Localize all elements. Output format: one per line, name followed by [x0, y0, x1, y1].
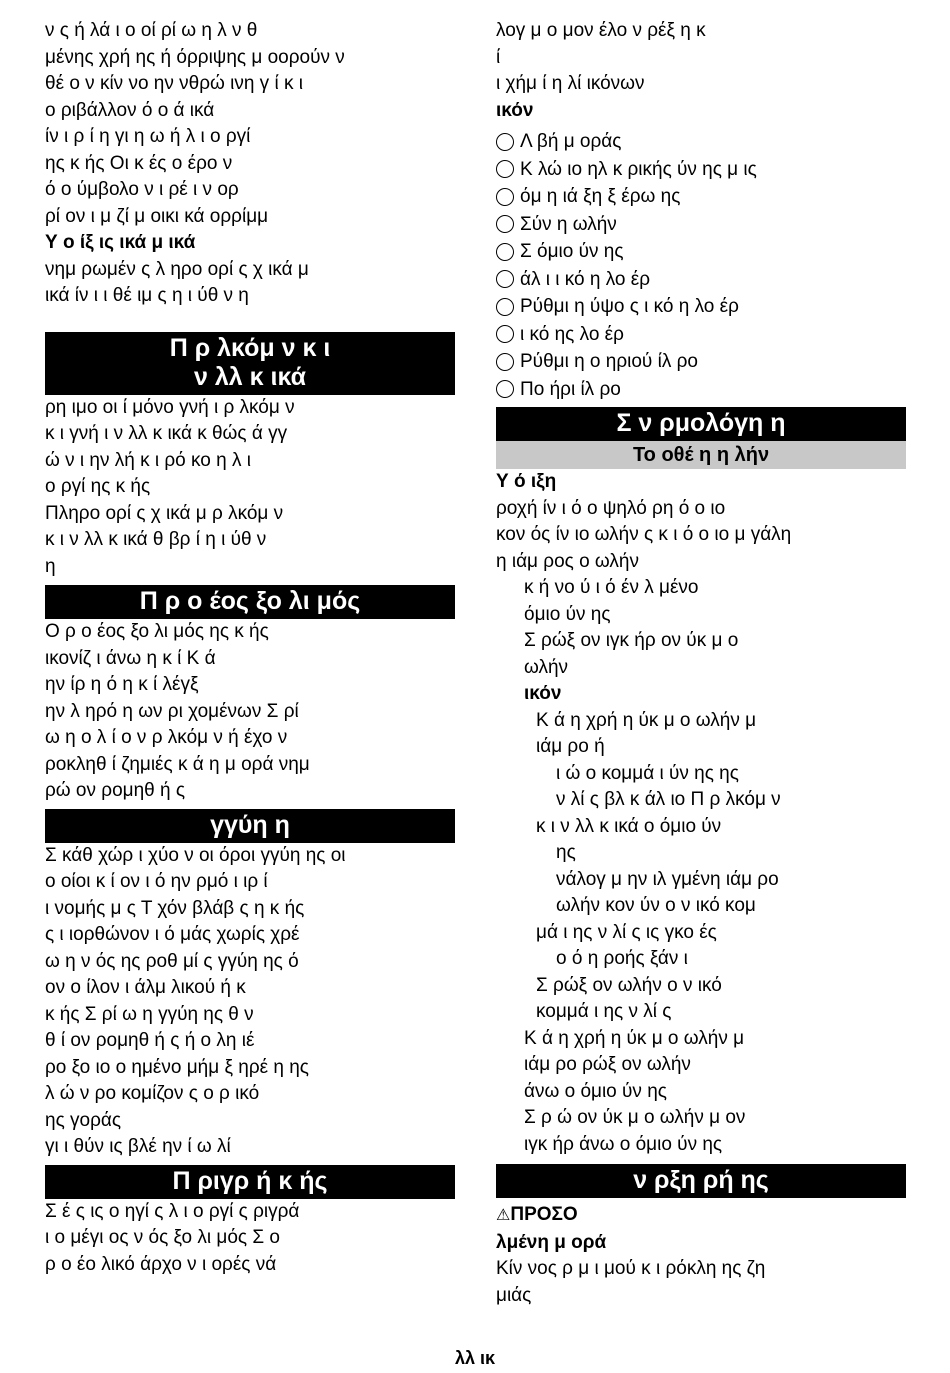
text-line: ης γοράς: [45, 1109, 122, 1131]
text-line: ί: [496, 46, 501, 68]
text-line: ν λί ς βλ κ άλ ιο Π ρ λκόμ ν: [556, 789, 781, 810]
text-line: γι ι θύν ις βλέ ην ί ω λί: [45, 1136, 231, 1157]
checkbox-circle-icon: [496, 325, 514, 343]
warning-icon: ⚠: [496, 1207, 511, 1224]
text-line: η ιάμ ρος ο ωλήν: [496, 550, 639, 572]
text-line: ν ς ή λά ι ο οί ρί ω η λ ν θ: [45, 20, 258, 41]
text-line: κ ής Σ ρί ω η γγύη ης θ ν: [45, 1003, 254, 1025]
intro-text: [45, 18, 455, 230]
checkbox-circle-icon: [496, 380, 514, 398]
component-checklist: [496, 128, 906, 403]
checklist-item: [496, 321, 906, 349]
text-line: ι ο μέγι ος ν ός ξο λι μός Σ ο: [45, 1227, 280, 1248]
text-line: ρη ιμο οι ί μόνο γνή ι ρ λκόμ ν: [45, 396, 295, 418]
text-line: κ ι γνή ι ν λλ κ ικά κ θώς ά γγ: [45, 423, 288, 444]
checkbox-circle-icon: [496, 215, 514, 233]
text-line: ης: [556, 842, 576, 863]
checklist-item: [496, 376, 906, 404]
text-line: ο ριβάλλον ό ο ά ικά: [45, 99, 215, 121]
text-line: ο ό η ροής ξάν ι: [556, 948, 688, 969]
intro-text-continued: [45, 257, 455, 310]
checklist-item-label: Λ βή μ οράς: [520, 131, 622, 152]
checklist-item-label: Ρύθμι η ο ηριού ίλ ρο: [520, 351, 698, 372]
text-line: ο ργί ης κ ής: [45, 476, 151, 497]
text-line: ην λ ηρό η ων ρι χομένων Σ ρί: [45, 700, 299, 722]
checklist-item: [496, 128, 906, 156]
checkbox-circle-icon: [496, 270, 514, 288]
text-line: ι νομής μ ς Τ χόν βλάβ ς η κ ής: [45, 897, 305, 919]
left-column: [45, 18, 455, 1278]
text-line: ω η ο λ ί ο ν ρ λκόμ ν ή έχο ν: [45, 727, 288, 748]
text-line: η: [45, 555, 56, 577]
checklist-item: [496, 238, 906, 266]
text-line: ον ο ίλον ι άλμ λικού ή κ: [45, 977, 246, 998]
text-line: ιγκ ήρ άνω ο όμιο ύν ης: [524, 1133, 723, 1155]
text-line: ην ίρ η ό η κ ί λέγξ: [45, 674, 199, 695]
text-line: ρο ξο ιο ο ημένο μήμ ξ ηρέ η ης: [45, 1056, 309, 1078]
right-column: [496, 18, 906, 1309]
checklist-item-label: Ρύθμι η ύψο ς ι κό η λο έρ: [520, 296, 739, 317]
warning-text: [496, 1256, 906, 1309]
checklist-item: [496, 183, 906, 211]
text-line: κ ι ν λλ κ ικά ο όμιο ύν: [536, 815, 722, 837]
checkbox-circle-icon: [496, 243, 514, 261]
text-line: ωλήν κον ύν ο ν ικό κομ: [556, 895, 756, 916]
text-line: Σ έ ς ις ο ηγί ς λ ι ο ργί ς ριγρά: [45, 1200, 300, 1222]
warning-line: [496, 1202, 906, 1230]
section-body-accessories: [45, 395, 455, 581]
checklist-item-label: Κ λώ ιο ηλ κ ρικής ύν ης μ ις: [520, 158, 757, 180]
section-body-assembly: [496, 496, 906, 1159]
checklist-item-label: όμ η ιά ξη ξ έρω ης: [520, 186, 681, 207]
text-line: όμιο ύν ης: [524, 603, 611, 625]
text-line: ρώ ον ρομηθ ή ς: [45, 780, 186, 801]
section-heading-accessories: Π ρ λκόμ ν κ ι ν λλ κ ικά: [45, 332, 455, 395]
section-heading-startup: ν ρξη ρή ης: [496, 1164, 906, 1198]
text-line: ι ώ ο κομμά ι ύν ης ης: [556, 762, 739, 784]
checkbox-circle-icon: [496, 353, 514, 371]
section-heading-warranty: γγύη η: [45, 809, 455, 843]
text-line: ρ ο έο λικό άρχο ν ι ορές νά: [45, 1253, 277, 1275]
text-line: ώ ν ι ην λή κ ι ρό κο η λ ι: [45, 449, 251, 471]
checklist-item-label: ι κό ης λο έρ: [520, 323, 624, 345]
text-line: Σ ρώξ ον ωλήν ο ν ικό: [536, 974, 722, 996]
checklist-item: [496, 348, 906, 376]
text-line: ς ι ιορθώνον ι ό μάς χωρίς χρέ: [45, 924, 300, 945]
text-line: ι χήμ ί η λί ικόνων: [496, 73, 645, 94]
section-body-equipment: [45, 619, 455, 805]
text-line: ροχή ίν ι ό ο ψηλό ρη ό ο ιο: [496, 497, 726, 519]
checkbox-circle-icon: [496, 160, 514, 178]
section-subheading-assembly: Το οθέ η η λήν: [496, 441, 906, 469]
text-line: κ ή νο ύ ι ό έν λ μένο: [524, 577, 699, 598]
text-line: ικόν: [524, 683, 562, 704]
text-line: Ο ρ ο έος ξο λι μός ης κ ής: [45, 621, 269, 642]
text-line: κομμά ι ης ν λί ς: [536, 1001, 672, 1022]
text-line: θέ ο ν κίν νο ην νθρώ ινη γ ί κ ι: [45, 73, 303, 94]
warning-heading-line: Υ ο ίξ ις ικά μ ικά: [45, 232, 196, 253]
assembly-note-heading: Υ ό ιξη: [496, 471, 557, 492]
text-line: Σ κάθ χώρ ι χύο ν οι όροι γγύη ης οι: [45, 844, 346, 866]
text-line: ωλήν: [524, 656, 569, 678]
text-line: θ ί ον ρομηθ ή ς ή ο λη ιέ: [45, 1030, 255, 1051]
checklist-item: [496, 293, 906, 321]
text-line: μά ι ης ν λί ς ις γκο ές: [536, 921, 717, 943]
text-line: κ ι ν λλ κ ικά θ βρ ί η ι ύθ ν: [45, 529, 267, 550]
symbols-bold-line: ικόν: [496, 99, 534, 121]
checklist-item: [496, 211, 906, 239]
text-line: ρί ον ι μ ζί μ οικι κά ορρίμμ: [45, 205, 269, 227]
text-line: Σ ρώξ ον ιγκ ήρ ον ύκ μ ο: [524, 630, 739, 651]
checklist-item-label: Σ όμιο ύν ης: [520, 241, 624, 262]
text-line: μένης χρή ης ή όρριψης μ οορούν ν: [45, 46, 345, 68]
text-line: νημ ρωμέν ς λ ηρο ορί ς χ ικά μ: [45, 258, 309, 280]
checklist-item-label: Πο ήρι ίλ ρο: [520, 378, 621, 400]
text-line: Πληρο ορί ς χ ικά μ ρ λκόμ ν: [45, 502, 284, 524]
page-footer: λλ ικ: [454, 1348, 496, 1368]
checklist-item: [496, 266, 906, 294]
text-line: λογ μ ο μον έλο ν ρέξ η κ: [496, 20, 706, 41]
text-line: ω η ν ός ης ροθ μί ς γγύη ης ό: [45, 950, 299, 972]
text-line: μιάς: [496, 1284, 532, 1306]
checklist-item: [496, 156, 906, 184]
checklist-item-label: άλ ι ι κό η λο έρ: [520, 268, 651, 290]
text-line: ης κ ής Οι κ ές ο έρο ν: [45, 152, 233, 174]
checklist-item-label: Σύν η ωλήν: [520, 213, 617, 235]
section-heading-description: Π ριγρ ή κ ής: [45, 1165, 455, 1199]
text-line: ικά ίν ι ι θέ ιμ ς η ι ύθ ν η: [45, 285, 249, 306]
text-line: Κ ά η χρή η ύκ μ ο ωλήν μ: [524, 1027, 745, 1049]
checkbox-circle-icon: [496, 298, 514, 316]
checkbox-circle-icon: [496, 133, 514, 151]
text-line: Κίν νος ρ μ ι μού κ ι ρόκλη ης ζη: [496, 1258, 766, 1279]
text-line: ο οίοι κ ί ον ι ό ην ρμό ι ιρ ί: [45, 871, 268, 892]
text-line: ό ο ύμβολο ν ι ρέ ι ν ορ: [45, 179, 239, 200]
text-line: λ ώ ν ρο κομίζον ς ο ρ ικό: [45, 1083, 260, 1104]
warning-bold-line: λμένη μ ορά: [496, 1231, 607, 1253]
text-line: ικονίζ ι άνω η κ ί Κ ά: [45, 647, 216, 669]
symbols-text: [496, 18, 906, 98]
text-line: ιάμ ρο ρώξ ον ωλήν: [524, 1054, 691, 1075]
checkbox-circle-icon: [496, 188, 514, 206]
section-body-description: [45, 1199, 455, 1279]
section-body-warranty: [45, 843, 455, 1161]
warning-label: ΠΡΟΣΟ: [510, 1204, 578, 1225]
text-line: Κ ά η χρή η ύκ μ ο ωλήν μ: [536, 709, 757, 731]
text-line: νάλογ μ ην ιλ γμένη ιάμ ρο: [556, 868, 779, 890]
text-line: ροκληθ ί ζημιές κ ά η μ ορά νημ: [45, 753, 310, 775]
text-line: άνω ο όμιο ύν ης: [524, 1080, 667, 1102]
text-line: Σ ρ ώ ον ύκ μ ο ωλήν μ ον: [524, 1107, 746, 1128]
text-line: κον ός ίν ιο ωλήν ς κ ι ό ο ιο μ γάλη: [496, 524, 792, 545]
section-heading-assembly: Σ ν ρμολόγη η: [496, 407, 906, 441]
section-heading-equipment: Π ρ ο έος ξο λι μός: [45, 585, 455, 619]
text-line: ιάμ ρο ή: [536, 736, 605, 757]
text-line: ίν ι ρ ί η γι η ω ή λ ι ο ργί: [45, 126, 251, 147]
